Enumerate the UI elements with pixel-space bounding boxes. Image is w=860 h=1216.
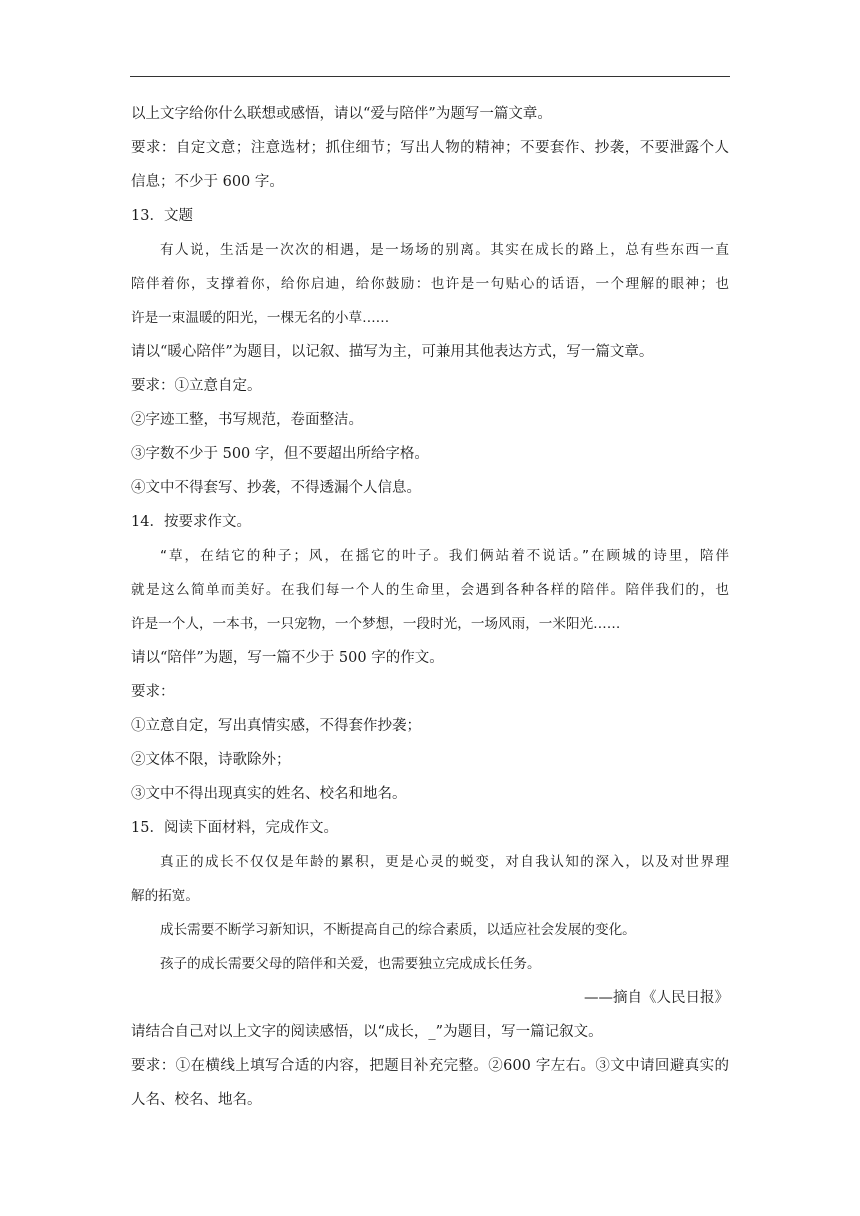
text-line: 成长需要不断学习新知识，不断提高自己的综合素质，以适应社会发展的变化。: [160, 922, 636, 938]
text-line: 15．阅读下面材料，完成作文。: [131, 820, 338, 836]
text-line: 以上文字给你什么联想或感悟，请以“爱与陪伴”为题写一篇文章。: [131, 106, 552, 122]
text-line: 陪伴着你，支撑着你，给你启迪，给你鼓励：也许是一句贴心的话语，一个理解的眼神；也: [131, 276, 729, 292]
text-line: ①立意自定，写出真情实感，不得套作抄袭；: [131, 718, 421, 734]
text-line: 请结合自己对以上文字的阅读感悟，以“成长，_”为题目，写一篇记叙文。: [131, 1024, 603, 1040]
text-line: 许是一束温暖的阳光，一棵无名的小草……: [131, 310, 390, 326]
text-line: 要求：①立意自定。: [131, 378, 262, 394]
text-line: 人名、校名、地名。: [131, 1092, 262, 1108]
text-line: ②字迹工整，书写规范，卷面整洁。: [131, 412, 363, 428]
text-line: 孩子的成长需要父母的陪伴和关爱，也需要独立完成成长任务。: [160, 956, 541, 972]
text-line: ②文体不限，诗歌除外；: [131, 752, 291, 768]
text-line: 真正的成长不仅仅是年龄的累积，更是心灵的蜕变，对自我认知的深入，以及对世界理: [160, 854, 729, 870]
text-line: 请以“陪伴”为题，写一篇不少于 500 字的作文。: [131, 650, 444, 666]
text-line: 有人说，生活是一次次的相遇，是一场场的别离。其实在成长的路上，总有些东西一直: [160, 242, 729, 258]
text-line: 14．按要求作文。: [131, 514, 251, 530]
text-line: 要求：: [131, 684, 175, 700]
text-line: 要求：①在横线上填写合适的内容，把题目补充完整。②600 字左右。③文中请回避真实的: [131, 1058, 729, 1074]
text-line: ④文中不得套写、抄袭，不得透漏个人信息。: [131, 480, 421, 496]
text-line: “草，在结它的种子；风，在摇它的叶子。我们俩站着不说话。”在顾城的诗里，陪伴: [160, 548, 729, 564]
document-body: [131, 104, 729, 1124]
text-line: 许是一个人，一本书，一只宠物，一个梦想，一段时光，一场风雨，一米阳光……: [131, 616, 621, 632]
text-line: 信息；不少于 600 字。: [131, 174, 284, 190]
text-line: ——摘自《人民日报》: [584, 990, 729, 1006]
text-line: ③字数不少于 500 字，但不要超出所给字格。: [131, 446, 429, 462]
header-rule: [130, 76, 730, 77]
text-line: ③文中不得出现真实的姓名、校名和地名。: [131, 786, 407, 802]
text-line: 13．文题: [131, 208, 193, 224]
text-line: 解的拓宽。: [131, 888, 199, 904]
text-line: 请以“暖心陪伴”为题目，以记叙、描写为主，可兼用其他表达方式，写一篇文章。: [131, 344, 654, 360]
text-line: 要求：自定文意；注意选材；抓住细节；写出人物的精神；不要套作、抄袭，不要泄露个人: [131, 140, 729, 156]
text-line: 就是这么简单而美好。在我们每一个人的生命里，会遇到各种各样的陪伴。陪伴我们的，也: [131, 582, 729, 598]
